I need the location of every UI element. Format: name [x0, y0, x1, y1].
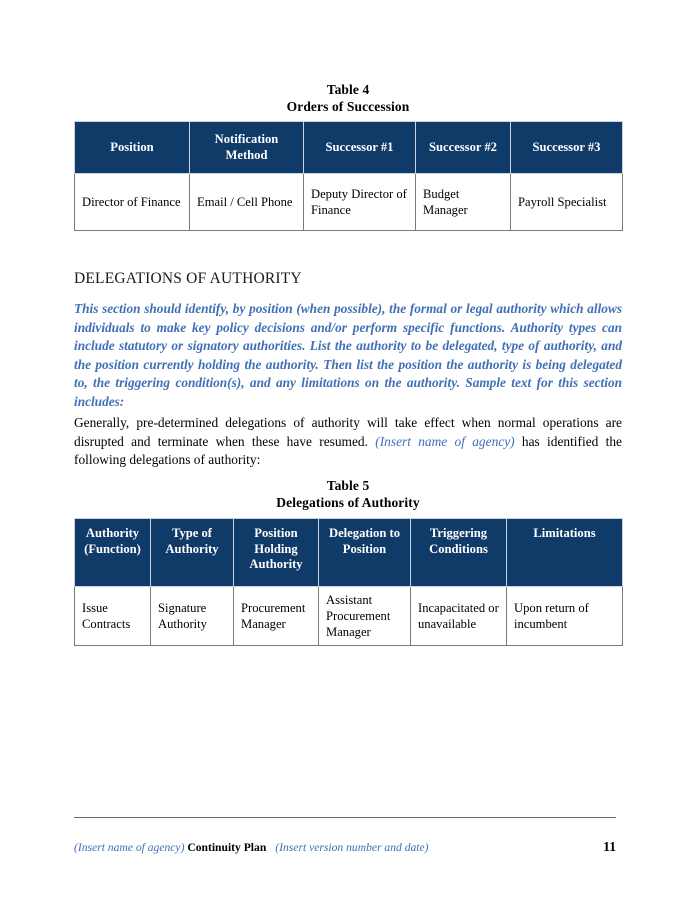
inline-agency-placeholder: (Insert name of agency) — [375, 433, 515, 449]
table5-header-row — [75, 519, 623, 587]
table-row — [75, 587, 623, 646]
table4-col-successor-2: Successor #2 — [416, 122, 511, 174]
body-paragraph — [74, 414, 622, 470]
table5-cell-position-holding: Procurement Manager — [234, 587, 319, 646]
page-number: 11 — [603, 839, 616, 854]
body-part-2: has identified the following delegations of authority: — [74, 433, 622, 468]
table5-cell-triggering: Incapacitated or unavailable — [411, 587, 507, 646]
table4-caption-label: Table 4 — [326, 82, 370, 97]
table4-caption-title: Orders of Succession — [286, 98, 410, 114]
footer-plan-label: Continuity Plan — [187, 841, 267, 854]
table5-cell-authority-function: Issue Contracts — [75, 587, 151, 646]
section-heading-delegations-of-authority: DELEGATIONS OF AUTHORITY — [74, 270, 302, 287]
table5-col-limitations: Limitations — [507, 519, 623, 587]
footer-version-placeholder: (Insert version number and date) — [275, 841, 429, 854]
table4-col-successor-1: Successor #1 — [304, 122, 416, 174]
instruction-text: This section should identify, by position (when possible), the formal or legal authority which allows individuals to make key policy decisions and/or perform specific functions. Authority types can include statutory or signatory authorities. List the authority to be delegated, type of authority, and the position currently holding the authority. Then list the position the authority is being delegated to, the triggering condition(s), and any limitations on the authority. Sample text for this section includes: — [74, 301, 622, 409]
table5-caption-label: Table 5 — [326, 478, 370, 493]
table4-cell-successor-2: Budget Manager — [416, 174, 511, 231]
footer-text — [74, 840, 429, 856]
table4-col-successor-3: Successor #3 — [511, 122, 623, 174]
table-orders-of-succession — [74, 121, 623, 231]
instruction-block — [74, 300, 622, 412]
table5-col-delegation-to: Delegation to Position — [319, 519, 411, 587]
body-block — [74, 414, 622, 470]
table5-col-authority-function: Authority (Function) — [75, 519, 151, 587]
table-row — [75, 174, 623, 231]
table4-cell-successor-3: Payroll Specialist — [511, 174, 623, 231]
table5-col-triggering: Triggering Conditions — [411, 519, 507, 587]
table4-cell-successor-1: Deputy Director of Finance — [304, 174, 416, 231]
table5-caption — [74, 478, 622, 511]
table4-cell-notification: Email / Cell Phone — [190, 174, 304, 231]
table4-header-row — [75, 122, 623, 174]
table4-cell-position: Director of Finance — [75, 174, 190, 231]
table5-cell-type-of-authority: Signature Authority — [151, 587, 234, 646]
table5-container — [74, 518, 622, 646]
table4-col-position: Position — [75, 122, 190, 174]
table4-caption — [74, 82, 622, 115]
table4-container — [74, 121, 622, 231]
table4-col-notification: Notification Method — [190, 122, 304, 174]
table5-cell-limitations: Upon return of incumbent — [507, 587, 623, 646]
footer-agency-placeholder: (Insert name of agency) — [74, 841, 185, 854]
footer-divider — [74, 817, 616, 818]
table5-col-type-of-authority: Type of Authority — [151, 519, 234, 587]
table5-cell-delegation-to: Assistant Procurement Manager — [319, 587, 411, 646]
table5-caption-title: Delegations of Authority — [276, 494, 420, 510]
body-part-1: Generally, pre-determined delegations of authority will take effect when normal operations are disrupted and terminate when these have resumed. — [74, 415, 622, 449]
page-footer — [74, 840, 616, 858]
table5-col-position-holding: Position Holding Authority — [234, 519, 319, 587]
table-delegations-of-authority — [74, 518, 623, 646]
